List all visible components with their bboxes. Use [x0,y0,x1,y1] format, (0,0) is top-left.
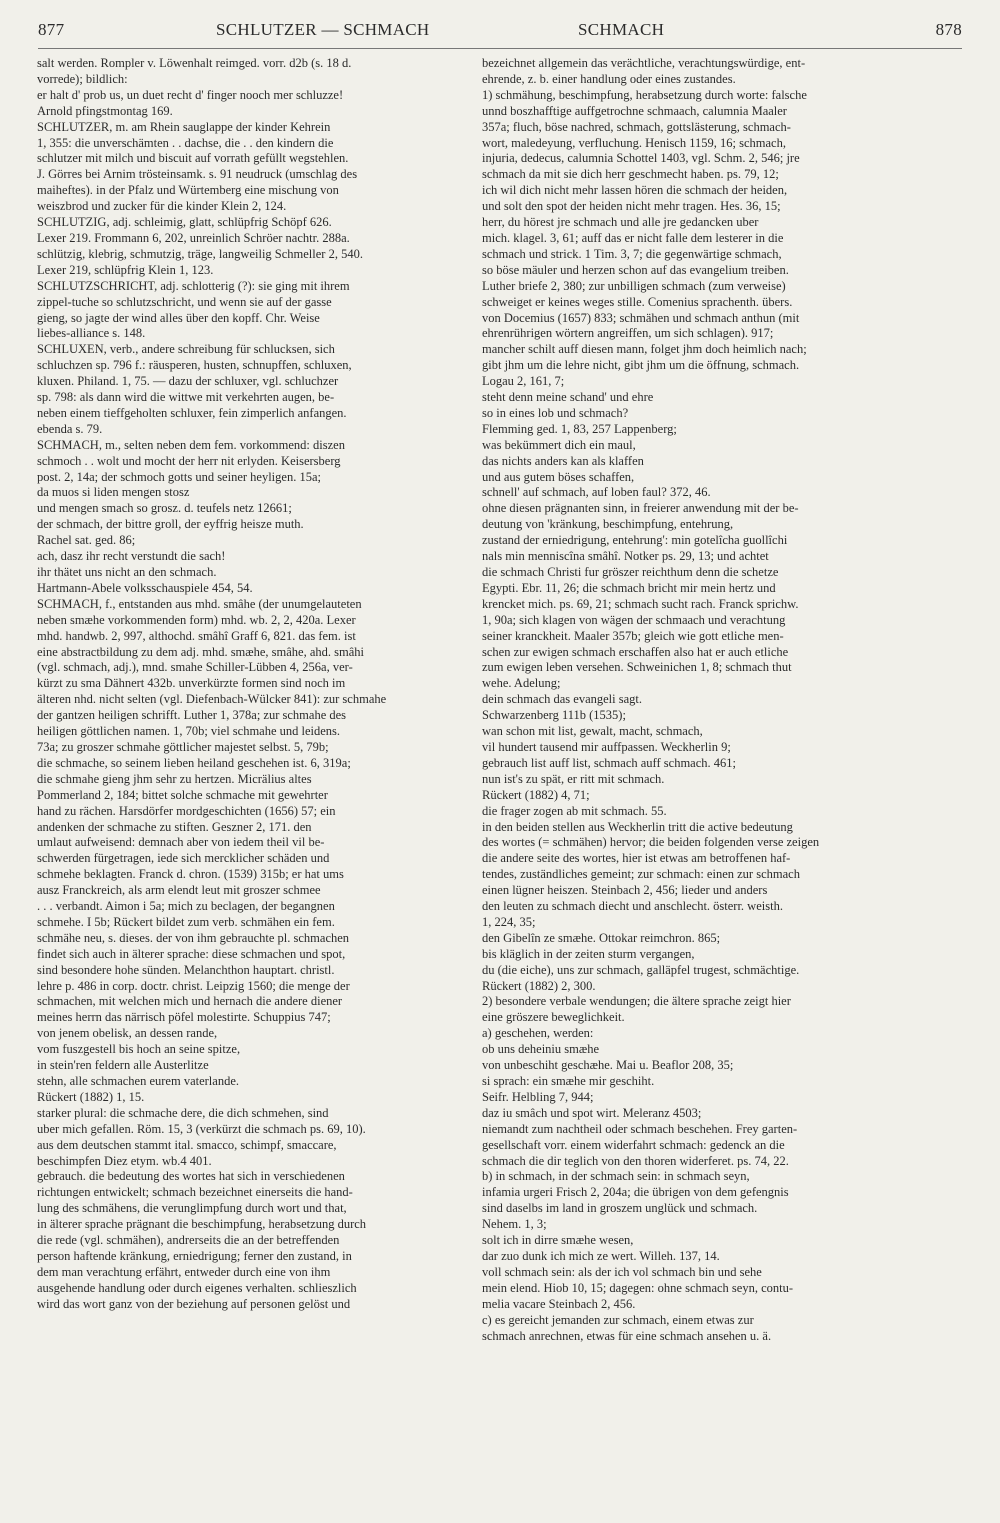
text-line: herr, du hörest jre schmach und alle jre gedancken uber [482,215,759,230]
header-rule [38,48,962,49]
text-line: solt ich in dirre smæhe wesen, [482,1233,634,1248]
text-line: gibt jhm um die lehre nicht, gibt jhm um die öffnung, schmach. [482,358,800,373]
text-line: ehrenrührigen wörtern angreiffen, um sich schlagen). 917; [482,326,774,341]
text-line: SCHLUTZER, m. am Rhein sauglappe der kinder Kehrein [37,119,331,134]
text-line: dem man verachtung erfährt, entweder durch eine von ihm [37,1264,331,1279]
text-line: der schmach, der bittre groll, der eyffrig heisze muth. [37,517,304,532]
text-line: ob uns deheiniu smæhe [482,1042,600,1057]
text-line: schmach die dir teglich von den thoren widerferet. ps. 74, 22. [482,1153,789,1168]
text-line: schluchzen sp. 796 f.: räusperen, husten, schnupffen, schluxen, [37,358,352,373]
text-line: daz iu smâch und spot wirt. Meleranz 4503; [482,1105,702,1120]
left-column [37,56,479,1313]
text-line: Lexer 219, schlüpfrig Klein 1, 123. [37,262,214,277]
page-header [38,20,962,46]
text-line: nals min menniscîna smâhî. Notker ps. 29, 13; und achtet [482,549,769,564]
text-line: neben smæhe vorkommenden form) mhd. wb. 2, 2, 420a. Lexer [37,612,356,627]
text-line: von unbeschiht geschæhe. Mai u. Beaflor 208, 35; [482,1058,734,1073]
text-line: wird das wort ganz von der beziehung auf personen gelöst und [37,1296,351,1311]
text-line: Nehem. 1, 3; [482,1217,547,1232]
text-line: 73a; zu groszer schmahe göttlicher majestet selbst. 5, 79b; [37,739,329,754]
text-line: Schwarzenberg 111b (1535); [482,708,626,723]
text-line: in älterer sprache prägnant die beschimpfung, herabsetzung durch [37,1217,367,1232]
text-line: Rachel sat. ged. 86; [37,533,136,548]
text-line: SCHLUTZIG, adj. schleimig, glatt, schlüpfrig Schöpf 626. [37,215,332,230]
text-line: bis kläglich in der zeiten sturm vergangen, [482,946,695,961]
text-line: voll schmach sein: als der ich vol schmach bin und sehe [482,1264,762,1279]
text-line: meines herrn das närrisch pöfel molestirte. Schuppius 747; [37,1010,331,1025]
text-line: vom fuszgestell bis hoch an seine spitze, [37,1042,241,1057]
text-line: wan schon mit list, gewalt, macht, schmach, [482,724,703,739]
text-line: von Docemius (1657) 833; schmähen und schmach anthun (mit [482,310,800,325]
text-line: Luther briefe 2, 380; zur unbilligen schmach (zum verweise) [482,278,786,293]
text-line: person haftende kränkung, erniedrigung; ferner den zustand, in [37,1248,352,1263]
text-line: schmach anrechnen, etwas für eine schmach ansehen u. ä. [482,1328,772,1343]
text-line: heiligen göttlichen namen. 1, 70b; viel schmahe und leidens. [37,724,341,739]
text-line: c) es gereicht jemanden zur schmach, einem etwas zur [482,1312,754,1327]
text-line: salt werden. Rompler v. Löwenhalt reimged. vorr. d2b (s. 18 d. [37,56,352,70]
text-line: mein elend. Hiob 10, 15; dagegen: ohne schmach seyn, contu- [482,1280,794,1295]
text-line: schwerden fürgetragen, iede sich mercklicher schäden und [37,851,330,866]
text-line: so böse mäuler und herzen schon auf das evangelium treiben. [482,262,789,277]
text-line: die schmache, so seinem lieben heiland geschehen ist. 6, 319a; [37,755,351,770]
text-line: ich wil dich nicht mehr lassen hören die schmach der heiden, [482,183,788,198]
text-line: hand zu rächen. Harsdörfer mordgeschichten (1656) 57; ein [37,803,336,818]
text-line: mancher schilt auff diesen mann, folget jhm doch heimlich nach; [482,342,807,357]
text-line: vorrede); bildlich: [37,71,128,86]
text-line: krencket mich. ps. 69, 21; schmach sucht rach. Franck sprichw. [482,596,799,611]
text-line: 1, 90a; sich klagen von wägen der schmaach und verachtung [482,612,786,627]
text-line: schmehe beklagten. Franck d. chron. (1539) 315b; er hat ums [37,867,344,882]
text-line: tendes, zuständliches gemeint; zur schmach: einen zur schmach [482,867,800,882]
right-page-number: 878 [935,20,962,39]
text-line: schmoch . . wolt und mocht der herr nit erlyden. Keisersberg [37,453,341,468]
text-line: den leuten zu schmach diecht und anschlecht. österr. weisth. [482,899,783,914]
text-line: die frager zogen ab mit schmach. 55. [482,803,667,818]
text-line: (vgl. schmach, adj.), mnd. smahe Schiller-Lübben 4, 256a, ver- [37,660,353,675]
text-line: sind besondere hohe sünden. Melanchthon hauptart. christl. [37,962,335,977]
text-line: sp. 798: als dann wird die wittwe mit verkehrten augen, be- [37,390,335,405]
text-line: zippel-tuche so schlutzschricht, und wenn sie auf der gasse [37,294,332,309]
text-line: schlutzer mit milch und biscuit auf vorrath gefüllt wegstehlen. [37,151,349,166]
text-line: maiheftes). in der Pfalz und Würtemberg eine mischung von [37,183,339,198]
text-line: ihr thätet uns nicht an den schmach. [37,565,217,579]
text-line: J. Görres bei Arnim trösteinsamk. s. 91 neudruck (umschlag des [37,167,358,182]
text-line: weiszbrod und zucker für die kinder Klein 2, 124. [37,199,287,214]
text-line: SCHLUTZSCHRICHT, adj. schlotterig (?): sie ging mit ihrem [37,278,350,293]
text-line: Egypti. Ebr. 11, 26; die schmach bricht mir mein hertz und [482,580,776,595]
text-line: wort, maledeyung, verfluchung. Henisch 1159, 16; schmach, [482,135,786,150]
text-line: seiner kranckheit. Maaler 357b; gleich wie gott etliche men- [482,628,784,643]
text-line: starker plural: die schmache dere, die dich schmehen, sind [37,1105,329,1120]
text-line: SCHMACH, f., entstanden aus mhd. smâhe (der unumgelauteten [37,596,362,611]
text-line: schen zur ewigen schmach erschaffen also hat er auch etliche [482,644,789,659]
text-line: das nichts anders kan als klaffen [482,453,644,468]
text-line: mhd. handwb. 2, 997, althochd. smâhî Graff 6, 821. das fem. ist [37,628,356,643]
text-line: der gantzen heiligen schrifft. Luther 1, 378a; zur schmahe des [37,708,347,723]
text-line: mich. klagel. 3, 61; auff das er nicht falle dem lesterer in die [482,230,784,245]
text-line: Logau 2, 161, 7; [482,374,565,389]
text-line: 1, 355: die unverschämten . . dachse, die . . den kindern die [37,135,334,150]
text-line: da muos si liden mengen stosz [37,485,190,500]
text-line: unnd boszhafftige auffgetrochne schmaach, calumnia Maaler [482,103,787,118]
text-line: aus dem deutschen stammt ital. smacco, schimpf, smaccare, [37,1137,337,1152]
text-line: und mengen smach so grosz. d. teufels netz 12661; [37,501,292,516]
text-line: in den beiden stellen aus Weckherlin tritt die active bedeutung [482,819,793,834]
text-line: einen lügner heiszen. Steinbach 2, 456; lieder und anders [482,883,768,898]
text-line: b) in schmach, in der schmach sein: in schmach seyn, [482,1169,750,1184]
text-line: zustand der erniedrigung, entehrung': min gotelîcha guollîchi [482,533,788,548]
text-line: schmähe neu, s. dieses. der von ihm gebrauchte pl. schmachen [37,930,350,945]
text-line: ohne diesen prägnanten sinn, in freierer anwendung mit der be- [482,501,799,516]
text-line: ausz Franckreich, als arm elendt leut mit groszer schmee [37,883,321,898]
text-line: die rede (vgl. schmähen), andrerseits die an der betreffenden [37,1233,340,1248]
text-line: Pommerland 2, 184; bittet solche schmache mit gewehrter [37,787,328,802]
text-line: deutung von 'kränkung, beschimpfung, entehrung, [482,517,734,532]
text-line: dar zuo dunk ich mich ze wert. Willeh. 137, 14. [482,1248,720,1263]
text-line: von jenem obelisk, an dessen rande, [37,1026,218,1041]
text-line: neben einem tieffgeholten schluxer, fein zimperlich anfangen. [37,405,347,420]
text-line: lehre p. 486 in corp. doctr. christ. Leipzig 1560; die menge der [37,978,350,993]
text-line: Rückert (1882) 1, 15. [37,1089,145,1104]
text-line: ausgehende handlung oder durch eigenes verhalten. schlieszlich [37,1280,357,1295]
left-running-title: SCHLUTZER — SCHMACH [216,20,430,39]
text-line: schmachen, mit welchen mich und hernach die andere diener [37,994,343,1009]
text-line: Hartmann-Abele volksschauspiele 454, 54. [37,580,253,595]
text-line: Rückert (1882) 2, 300. [482,978,596,993]
text-line: des wortes (= schmähen) hervor; die beiden folgenden verse zeigen [482,835,820,850]
text-line: injuria, dedecus, calumnia Schottel 1403, vgl. Schm. 2, 546; jre [482,151,800,166]
text-line: die schmach Christi fur gröszer reichthum denn die schetze [482,565,779,579]
text-line: und aus gutem böses schaffen, [482,469,635,484]
text-line: Flemming ged. 1, 83, 257 Lappenberg; [482,421,677,436]
text-line: er halt d' prob us, un duet recht d' finger nooch mer schluzze! [37,87,344,102]
text-line: beschimpfen Diez etym. wb.4 401. [37,1153,212,1168]
text-line: findet sich auch in älterer sprache: diese schmachen und spot, [37,946,346,961]
text-line: kluxen. Philand. 1, 75. — dazu der schluxer, vgl. schluchzer [37,374,339,389]
text-line: infamia urgeri Frisch 2, 204a; die übrigen von dem gefengnis [482,1185,789,1200]
text-line: steht denn meine schand' und ehre [482,390,654,405]
text-line: was bekümmert dich ein maul, [482,437,636,452]
text-line: melia vacare Steinbach 2, 456. [482,1296,636,1311]
text-line: nun ist's zu spät, er ritt mit schmach. [482,771,665,786]
text-line: wehe. Adelung; [482,676,561,691]
text-line: si sprach: ein smæhe mir geschiht. [482,1074,655,1088]
text-line: umlaut aufweisend: demnach aber von iedem theil vil be- [37,835,325,850]
text-line: ehrende, z. b. einer handlung oder eines zustandes. [482,71,736,86]
text-line: schnell' auf schmach, auf loben faul? 372, 46. [482,485,711,500]
text-line: gesellschaft vorr. einem widerfahrt schmach: gedenck an die [482,1137,785,1152]
text-line: die schmahe gieng jhm sehr zu hertzen. Micrälius altes [37,771,312,786]
text-line: uber mich gefallen. Röm. 15, 3 (verkürzt die schmach ps. 69, 10). [37,1121,366,1136]
text-line: älteren nhd. nicht selten (vgl. Diefenbach-Wülcker 841): zur schmahe [37,692,387,707]
text-line: die andere seite des wortes, hier ist etwas am betroffenen haf- [482,851,791,866]
text-line: schmehe. I 5b; Rückert bildet zum verb. schmähen ein fem. [37,914,335,929]
text-line: liebes-alliance s. 148. [37,326,146,341]
text-line: SCHLUXEN, verb., andere schreibung für schlucksen, sich [37,342,335,357]
text-line: stehn, alle schmachen eurem vaterlande. [37,1074,239,1088]
text-line: den Gibelîn ze smæhe. Ottokar reimchron. 865; [482,930,721,945]
text-line: 1, 224, 35; [482,914,536,929]
right-running-title: SCHMACH [578,20,665,39]
text-line: du (die eiche), uns zur schmach, galläpfel trugest, schmächtige. [482,962,800,977]
text-line: ach, dasz ihr recht verstundt die sach! [37,549,226,564]
text-line: . . . verbandt. Aimon i 5a; mich zu beclagen, der begangnen [37,899,335,914]
text-line: sind daselbs im land in groszem unglück und schmach. [482,1201,758,1216]
text-line: gieng, so jagte der wind alles über den kopff. Chr. Weise [37,310,320,325]
text-line: 2) besondere verbale wendungen; die ältere sprache zeigt hier [482,994,791,1009]
text-line: eine abstractbildung zu dem adj. mhd. smæhe, smâhe, ahd. smâhi [37,644,365,659]
text-line: Rückert (1882) 4, 71; [482,787,590,802]
text-line: schmach da mit sie dich herr geschmecht haben. ps. 79, 12; [482,167,779,182]
text-line: vil hundert tausend mir auffpassen. Weckherlin 9; [482,739,731,754]
text-line: 1) schmähung, beschimpfung, herabsetzung durch worte: falsche [482,87,807,102]
text-line: schmach und strick. 1 Tim. 3, 7; die gegenwärtige schmach, [482,246,782,261]
text-line: 357a; fluch, böse nachred, schmach, gottslästerung, schmach- [482,119,791,134]
text-line: a) geschehen, werden: [482,1026,594,1041]
text-line: bezeichnet allgemein das verächtliche, verachtungswürdige, ent- [482,56,806,70]
left-page-number: 877 [38,20,65,39]
text-line: gebrauch list auff list, schmach auff schmach. 461; [482,755,736,770]
text-line: und solt den spot der heiden nicht mehr tragen. Hes. 36, 15; [482,199,781,214]
text-line: kürzt zu sma Dähnert 432b. unverkürzte formen sind noch im [37,676,346,691]
text-line: schlützig, klebrig, schmutzig, träge, langweilig Schmeller 2, 540. [37,246,363,261]
text-line: schweiget er keines weges stille. Comenius sprachenth. übers. [482,294,793,309]
text-line: ebenda s. 79. [37,421,103,436]
text-line: dein schmach das evangeli sagt. [482,692,643,707]
text-line: zum ewigen leben versehen. Schweinichen 1, 8; schmach thut [482,660,792,675]
text-line: post. 2, 14a; der schmoch gotts und seiner heyligen. 15a; [37,469,321,484]
text-line: lung des schmähens, die verunglimpfung durch wort und that, [37,1201,347,1216]
text-line: Lexer 219. Frommann 6, 202, unreinlich Schröer nachtr. 288a. [37,230,350,245]
text-line: niemandt zum nachtheil oder schmach beschehen. Frey garten- [482,1121,798,1136]
text-line: Arnold pfingstmontag 169. [37,103,173,118]
text-line: SCHMACH, m., selten neben dem fem. vorkommend: diszen [37,437,345,452]
text-line: in stein'ren feldern alle Austerlitze [37,1058,209,1073]
text-line: andenken der schmache zu stiften. Geszner 2, 171. den [37,819,312,834]
text-line: eine gröszere beweglichkeit. [482,1010,625,1025]
text-line: richtungen entwickelt; schmach bezeichnet einerseits die hand- [37,1185,353,1200]
text-line: Seifr. Helbling 7, 944; [482,1089,594,1104]
text-line: so in eines lob und schmach? [482,405,629,420]
text-line: gebrauch. die bedeutung des wortes hat sich in verschiedenen [37,1169,345,1184]
right-column [482,56,924,1344]
